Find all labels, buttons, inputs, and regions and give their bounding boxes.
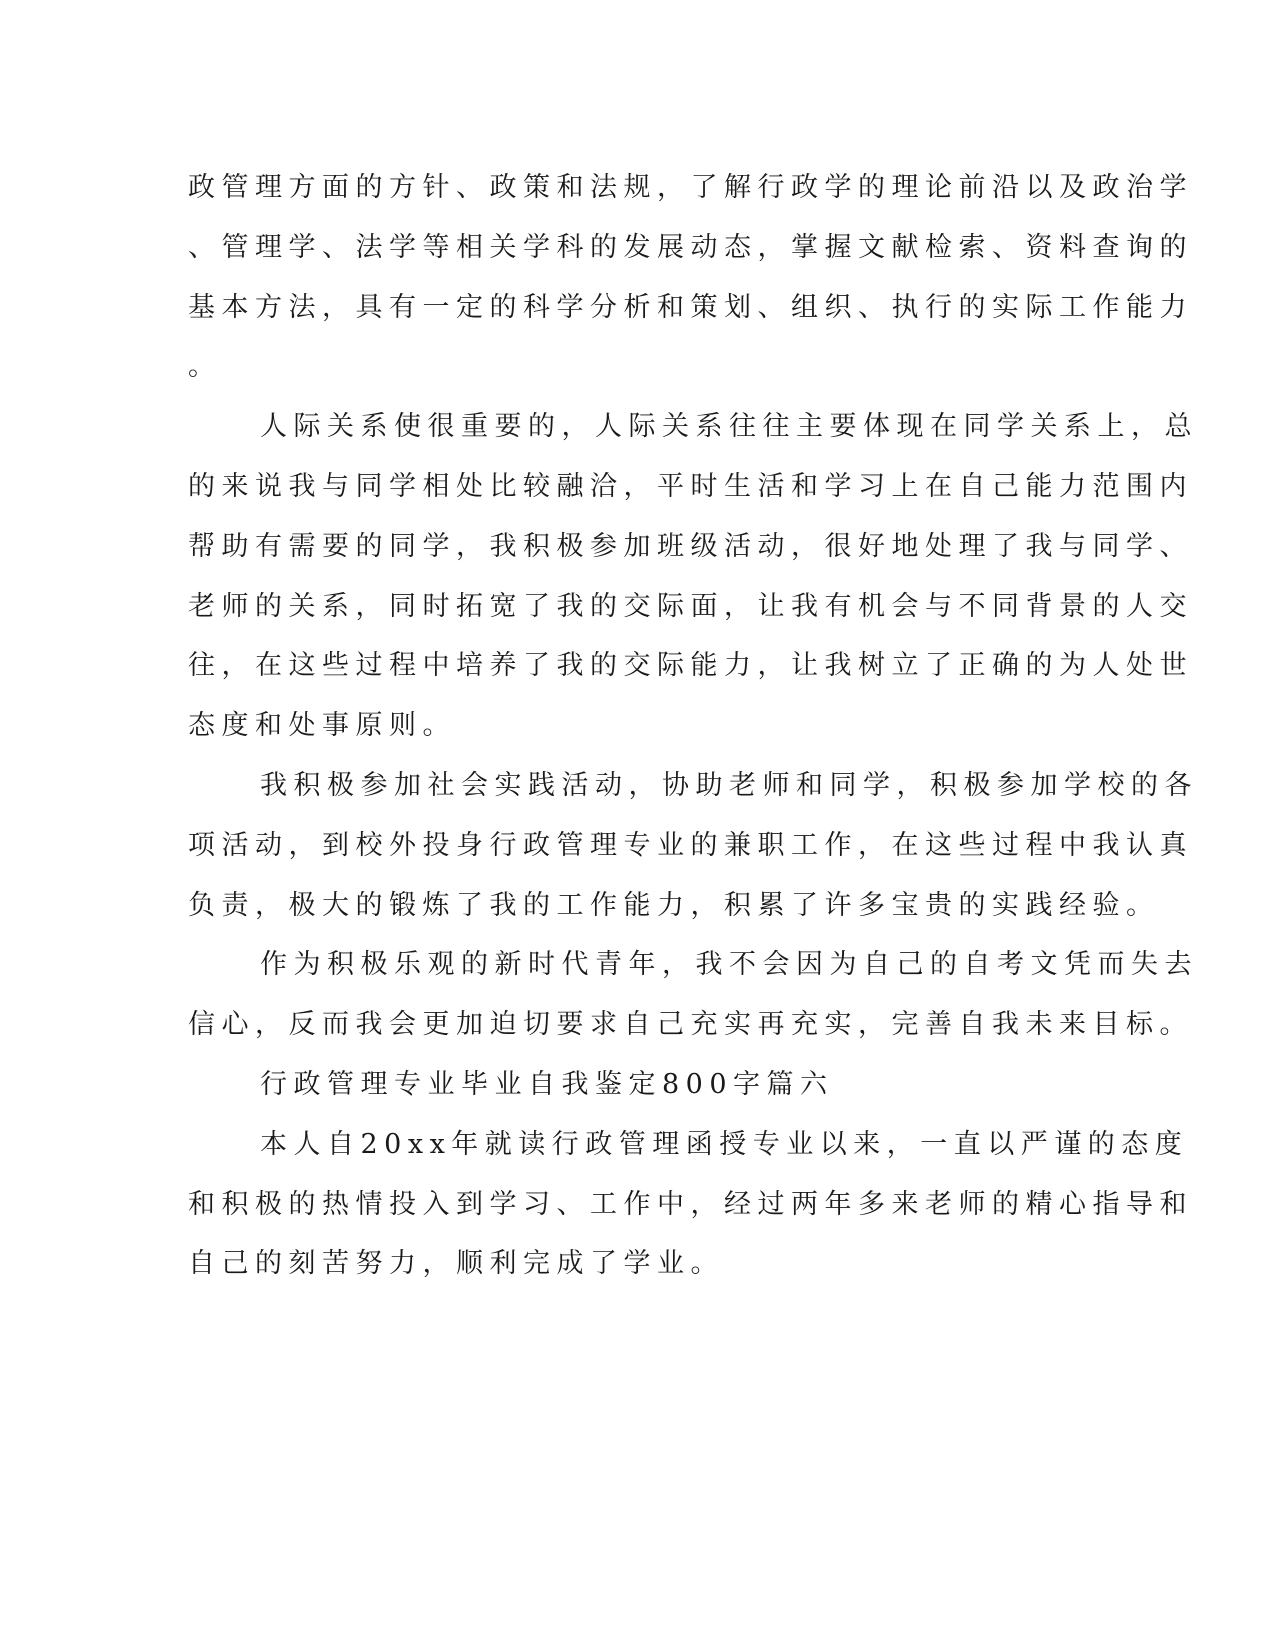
text-line: 态度和处事原则。 <box>188 710 456 742</box>
document-body <box>188 158 1198 1294</box>
paragraph-first-line: 人际关系使很重要的，人际关系往往主要体现在同学关系上，总 <box>260 411 1198 443</box>
text-line: 、管理学、法学等相关学科的发展动态，掌握文献检索、资料查询的 <box>188 231 1193 263</box>
text-line: 自己的刻苦努力，顺利完成了学业。 <box>188 1248 724 1280</box>
text-line: 和积极的热情投入到学习、工作中，经过两年多来老师的精心指导和 <box>188 1188 1193 1220</box>
text-line: 老师的关系，同时拓宽了我的交际面，让我有机会与不同背景的人交 <box>188 590 1193 622</box>
paragraph-first-line: 本人自20xx年就读行政管理函授专业以来，一直以严谨的态度 <box>260 1128 1189 1160</box>
text-line: 。 <box>188 351 222 383</box>
text-line: 的来说我与同学相处比较融洽，平时生活和学习上在自己能力范围内 <box>188 470 1193 502</box>
text-line: 项活动，到校外投身行政管理专业的兼职工作，在这些过程中我认真 <box>188 829 1193 861</box>
text-line: 往，在这些过程中培养了我的交际能力，让我树立了正确的为人处世 <box>188 650 1193 682</box>
text-line: 帮助有需要的同学，我积极参加班级活动，很好地处理了我与同学、 <box>188 530 1193 562</box>
text-line: 政管理方面的方针、政策和法规，了解行政学的理论前沿以及政治学 <box>188 172 1193 203</box>
text-line: 基本方法，具有一定的科学分析和策划、组织、执行的实际工作能力 <box>188 291 1193 323</box>
text-line: 信心，反而我会更加迫切要求自己充实再充实，完善自我未来目标。 <box>188 1009 1193 1041</box>
section-heading: 行政管理专业毕业自我鉴定800字篇六 <box>260 1068 834 1100</box>
paragraph-first-line: 我积极参加社会实践活动，协助老师和同学，积极参加学校的各 <box>260 769 1198 801</box>
paragraph-first-line: 作为积极乐观的新时代青年，我不会因为自己的自考文凭而失去 <box>260 949 1198 981</box>
text-line: 负责，极大的锻炼了我的工作能力，积累了许多宝贵的实践经验。 <box>188 889 1160 921</box>
